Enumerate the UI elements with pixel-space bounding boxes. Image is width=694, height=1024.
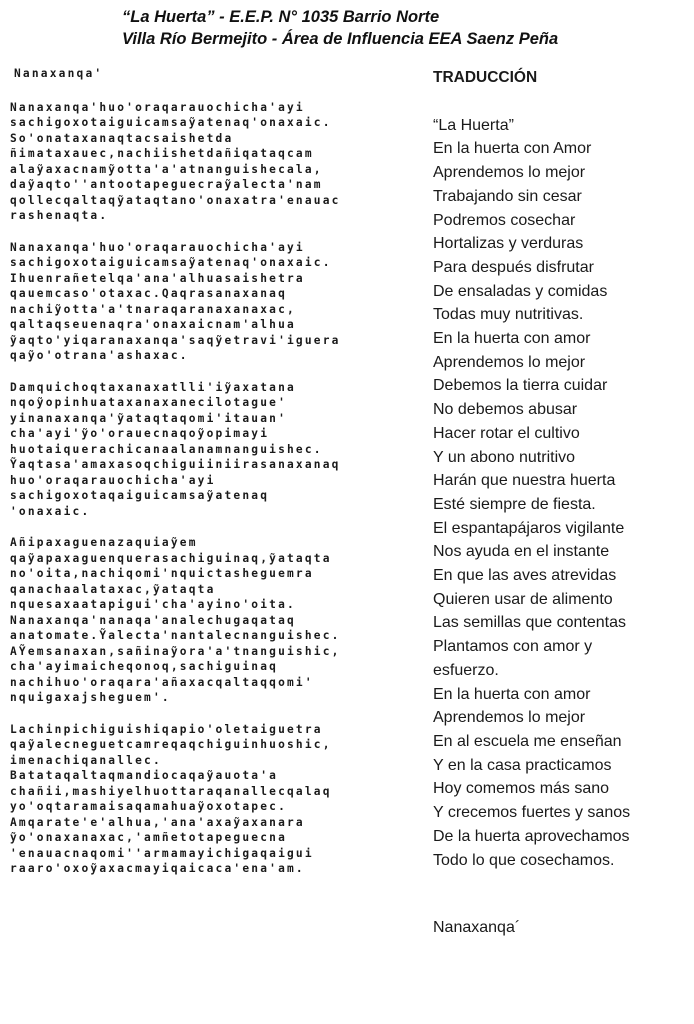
qom-stanzas xyxy=(10,100,410,877)
qom-line: Nanaxanqa'huo'oraqarauochicha'ayi xyxy=(10,100,305,114)
header-subtitle: Villa Río Bermejito - Área de Influencia EEA Saenz Peña xyxy=(122,30,559,48)
translation-line: Aprendemos lo mejor xyxy=(433,164,586,182)
qom-title: Nanaxanqa' xyxy=(14,67,104,80)
qom-line: qaỹo'otrana'ashaxac. xyxy=(10,349,189,362)
qom-line: nquesaxaatapigui'cha'ayino'oita. xyxy=(10,598,296,611)
qom-line: no'oita,nachiqomi'nquictasheguemra xyxy=(10,567,314,580)
qom-line: Añipaxaguenazaquiaỹem xyxy=(10,536,198,549)
translation-line: Nos ayuda en el instante xyxy=(433,543,610,561)
translation-line: Hacer rotar el cultivo xyxy=(433,424,580,442)
qom-stanza xyxy=(10,100,410,224)
translation-line: Y un abono nutritivo xyxy=(433,448,576,466)
qom-line: ñimataxauec,nachiishetdañiqataqcam xyxy=(10,147,314,160)
qom-line: AỸemsanaxan,sañinaỹora'a'tnanguishic, xyxy=(10,644,341,658)
translation-line: Podremos cosechar xyxy=(433,211,576,229)
qom-stanza xyxy=(10,380,410,520)
qom-line: nachiỹotta'a'tnaraqaranaxanaxac, xyxy=(10,302,296,316)
qom-line: yinanaxanqa'ỹataqtaqomi'itauan' xyxy=(10,411,287,425)
qom-line: sachigoxotaqaiguicamsaỹatenaq xyxy=(10,489,270,502)
qom-line: cha'ayimaicheqonoq,sachiguinaq xyxy=(10,660,279,673)
qom-line: cha'ayi'ỹo'orauecnaqoỹopimayi xyxy=(10,427,270,440)
translation-line: Y en la casa practicamos xyxy=(433,756,612,774)
translation-line: Harán que nuestra huerta xyxy=(433,472,616,490)
translation-line: esfuerzo. xyxy=(433,661,499,679)
qom-line: sachigoxotaiguicamsaỹatenaq'onaxaic. xyxy=(10,116,332,129)
qom-line: Ihuenrañetelqa'ana'alhuasaishetra xyxy=(10,271,305,285)
translation-line: En la huerta con Amor xyxy=(433,140,592,158)
translation-line: Esté siempre de fiesta. xyxy=(433,495,596,513)
translation-line: De ensaladas y comidas xyxy=(433,282,608,300)
qom-line: qauemcaso'otaxac.Qaqrasanaxanaq xyxy=(10,287,287,300)
translation-line: Aprendemos lo mejor xyxy=(433,709,586,727)
qom-line: imenachiqanallec. xyxy=(10,753,162,767)
translation-line: El espantapájaros vigilante xyxy=(433,519,625,537)
qom-line: huotaiquerachicanaalanamnanguishec. xyxy=(10,442,323,456)
qom-line: nachihuo'oraqara'añaxacqaltaqqomi' xyxy=(10,675,314,689)
translation-line: En al escuela me enseñan xyxy=(433,732,622,750)
translation-line: En la huerta con amor xyxy=(433,685,591,703)
qom-text-column xyxy=(10,66,410,893)
qom-line: qaỹapaxaguenquerasachiguinaq,ỹataqta xyxy=(10,551,332,565)
qom-line: qaltaqseuenaqra'onaxaicnam'alhua xyxy=(10,318,296,331)
qom-line: ỹaqto'yiqaranaxanqa'saqỹetravi'iguera xyxy=(10,333,341,347)
qom-line: 'enauacnaqomi''armamayichigaqaigui xyxy=(10,846,314,860)
qom-line: anatomate.Ỹalecta'nantalecnanguishec. xyxy=(10,629,341,642)
qom-line: raaro'oxoỹaxacmayiqaicaca'ena'am. xyxy=(10,862,305,875)
document-header xyxy=(0,6,694,50)
translation-line: Todas muy nutritivas. xyxy=(433,306,584,324)
qom-line: Nanaxanqa'huo'oraqarauochicha'ayi xyxy=(10,240,305,254)
qom-line: alaỹaxacnamỹotta'a'atnanguishecala, xyxy=(10,162,323,176)
qom-line: nqoỹopinhuataxanaxanecilotague' xyxy=(10,396,287,409)
qom-line: chañii,mashiyelhuottaraqanallecqalaq xyxy=(10,784,332,798)
header-title: “La Huerta” - E.E.P. N° 1035 Barrio Norte xyxy=(122,8,440,26)
qom-line: Ỹaqtasa'amaxasoqchiguiiniirasanaxanaq xyxy=(10,458,341,471)
translation-heading: TRADUCCIÓN xyxy=(433,69,538,86)
translation-lines xyxy=(433,114,688,873)
translation-footer: Nanaxanqa´ xyxy=(433,919,521,936)
translation-line: Las semillas que contentas xyxy=(433,614,626,632)
translation-line: Hortalizas y verduras xyxy=(433,235,584,253)
translation-line: “La Huerta” xyxy=(433,116,514,134)
translation-line: Debemos la tierra cuidar xyxy=(433,377,608,395)
qom-line: Batataqaltaqmandiocaqaỹauota'a xyxy=(10,769,279,782)
qom-line: Amqarate'e'alhua,'ana'axaỹaxanara xyxy=(10,815,305,829)
qom-line: rashenaqta. xyxy=(10,209,109,222)
translation-line: Hoy comemos más sano xyxy=(433,780,610,798)
translation-line: Trabajando sin cesar xyxy=(433,187,582,205)
qom-stanza xyxy=(10,535,410,706)
qom-line: huo'oraqarauochicha'ayi xyxy=(10,473,216,487)
qom-line: nquigaxajsheguem'. xyxy=(10,691,171,704)
qom-line: ỹo'onaxanaxac,'amñetotapeguecna xyxy=(10,831,287,844)
qom-line: daỹaqto''antootapeguecraỹalecta'nam xyxy=(10,178,323,191)
qom-line: So'onataxanaqtacsaishetda xyxy=(10,131,234,145)
qom-line: Nanaxanqa'nanaqa'analechugaqataq xyxy=(10,613,296,627)
translation-line: Plantamos con amor y xyxy=(433,638,593,656)
qom-line: qanachaalataxac,ỹataqta xyxy=(10,582,216,596)
translation-line: En que las aves atrevidas xyxy=(433,567,617,585)
translation-column xyxy=(433,66,688,936)
translation-line: En la huerta con amor xyxy=(433,330,591,348)
qom-stanza xyxy=(10,722,410,877)
qom-line: sachigoxotaiguicamsaỹatenaq'onaxaic. xyxy=(10,256,332,269)
translation-line: Para después disfrutar xyxy=(433,258,594,276)
translation-line: Aprendemos lo mejor xyxy=(433,353,586,371)
qom-line: Lachinpichiguishiqapio'oletaiguetra xyxy=(10,722,323,736)
translation-line: Y crecemos fuertes y sanos xyxy=(433,804,631,822)
translation-line: No debemos abusar xyxy=(433,401,578,419)
translation-line: Quieren usar de alimento xyxy=(433,590,613,608)
qom-line: Damquichoqtaxanaxatlli'iỹaxatana xyxy=(10,380,296,394)
qom-line: 'onaxaic. xyxy=(10,504,91,518)
qom-line: yo'oqtaramaisaqamahuaỹoxotapec. xyxy=(10,800,287,813)
qom-line: qollecqaltaqỹataqtano'onaxatra'enauac xyxy=(10,193,341,207)
qom-stanza xyxy=(10,240,410,364)
translation-line: De la huerta aprovechamos xyxy=(433,827,630,845)
translation-line: Todo lo que cosechamos. xyxy=(433,851,615,869)
qom-line: qaỹalecneguetcamreqaqchiguinhuoshic, xyxy=(10,738,332,751)
